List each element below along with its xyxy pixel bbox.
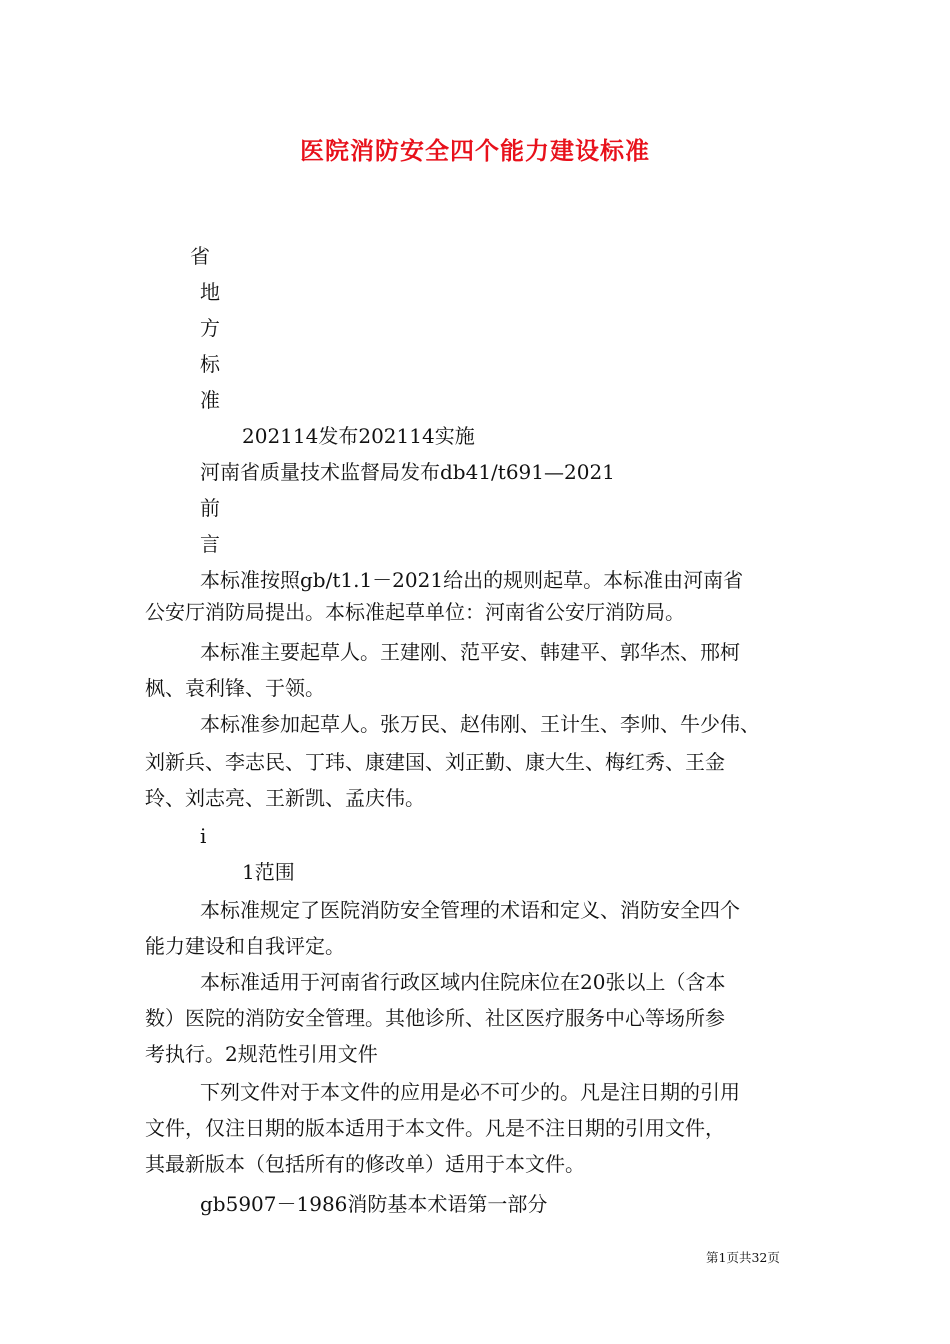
text-line-16: 玲、刘志亮、王新凯、孟庆伟。: [145, 786, 425, 810]
text-line-19: 本标准规定了医院消防安全管理的术语和定义、消防安全四个: [200, 898, 740, 922]
text-line-10: 本标准按照gb/t1.1－2021给出的规则起草。本标准由河南省: [200, 568, 744, 592]
text-line-12: 本标准主要起草人。王建刚、范平安、韩建平、郭华杰、邢柯: [200, 640, 740, 664]
text-line-11: 公安厅消防局提出。本标准起草单位：河南省公安厅消防局。: [145, 600, 685, 624]
text-line-9: 言: [200, 532, 220, 556]
text-line-2: 地: [200, 280, 220, 304]
text-line-18: 1范围: [242, 860, 295, 884]
text-line-8: 前: [200, 496, 220, 520]
text-line-14: 本标准参加起草人。张万民、赵伟刚、王计生、李帅、牛少伟、: [200, 712, 760, 736]
text-line-15: 刘新兵、李志民、丁玮、康建国、刘正勤、康大生、梅红秀、王金: [145, 750, 725, 774]
page-footer: 第1页共32页: [706, 1250, 780, 1265]
text-line-21: 本标准适用于河南省行政区域内住院床位在20张以上（含本: [200, 970, 726, 994]
text-line-22: 数）医院的消防安全管理。其他诊所、社区医疗服务中心等场所参: [145, 1006, 725, 1030]
text-line-17: i: [200, 824, 207, 848]
text-line-23: 考执行。2规范性引用文件: [145, 1042, 378, 1066]
text-line-13: 枫、袁利锋、于领。: [145, 676, 325, 700]
text-line-24: 下列文件对于本文件的应用是必不可少的。凡是注日期的引用: [200, 1080, 740, 1104]
text-line-5: 准: [200, 388, 220, 412]
text-line-27: gb5907－1986消防基本术语第一部分: [200, 1192, 548, 1216]
text-line-20: 能力建设和自我评定。: [145, 934, 345, 958]
text-line-26: 其最新版本（包括所有的修改单）适用于本文件。: [145, 1152, 585, 1176]
document-title: 医院消防安全四个能力建设标准: [300, 136, 650, 165]
text-line-1: 省: [190, 244, 210, 268]
text-line-7: 河南省质量技术监督局发布db41/t691—2021: [200, 460, 615, 484]
text-line-25: 文件，仅注日期的版本适用于本文件。凡是不注日期的引用文件，: [145, 1116, 725, 1140]
text-line-6: 202114发布202114实施: [242, 424, 475, 448]
text-line-3: 方: [200, 316, 220, 340]
text-line-4: 标: [200, 352, 220, 376]
